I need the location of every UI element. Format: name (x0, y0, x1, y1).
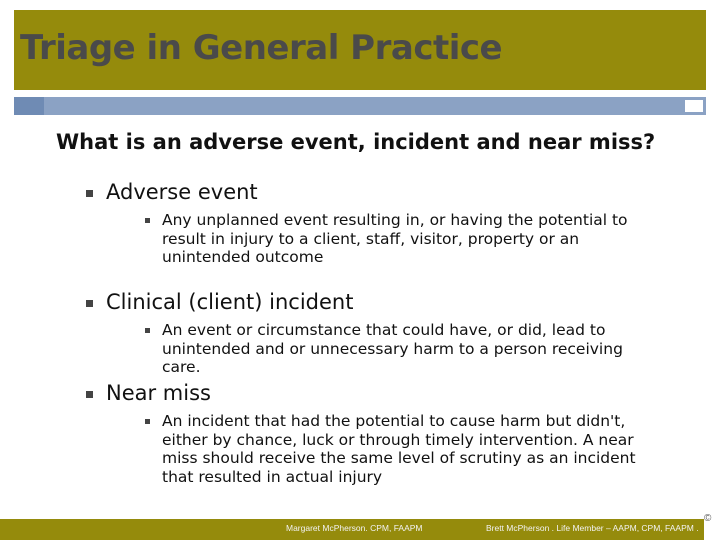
slide-subtitle: What is an adverse event, incident and near miss? (56, 130, 656, 154)
item-heading-clinical-incident: Clinical (client) incident (106, 290, 354, 314)
item-detail-clinical-incident: An event or circumstance that could have, or did, lead to unintended and or unnecessary harm to a person receiving care. (162, 321, 623, 376)
sub-bullet-square-icon (145, 419, 150, 424)
bullet-square-icon (86, 391, 93, 398)
sub-bullet-square-icon (145, 218, 150, 223)
accent-band-left-block (14, 97, 44, 115)
item-detail-near-miss: An incident that had the potential to cause harm but didn't, either by chance, luck or through timely intervention. A near miss should receive the same level of scrutiny as an incident that resulted in actual injury (162, 412, 636, 486)
bullet-square-icon (86, 190, 93, 197)
item-heading-near-miss: Near miss (106, 381, 211, 405)
accent-band (14, 97, 706, 115)
slide-title: Triage in General Practice (20, 28, 503, 68)
footer-author-left: Margaret McPherson. CPM, FAAPM (286, 523, 423, 533)
item-heading-adverse-event: Adverse event (106, 180, 258, 204)
footer-author-right: Brett McPherson . Life Member – AAPM, CPM, FAAPM . (486, 523, 699, 533)
copyright-symbol: © (704, 513, 712, 524)
item-detail-adverse-event: Any unplanned event resulting in, or having the potential to result in injury to a client, staff, visitor, property or an unintended outcome (162, 211, 628, 266)
accent-band-end-box (682, 97, 706, 115)
bullet-square-icon (86, 300, 93, 307)
sub-bullet-square-icon (145, 328, 150, 333)
